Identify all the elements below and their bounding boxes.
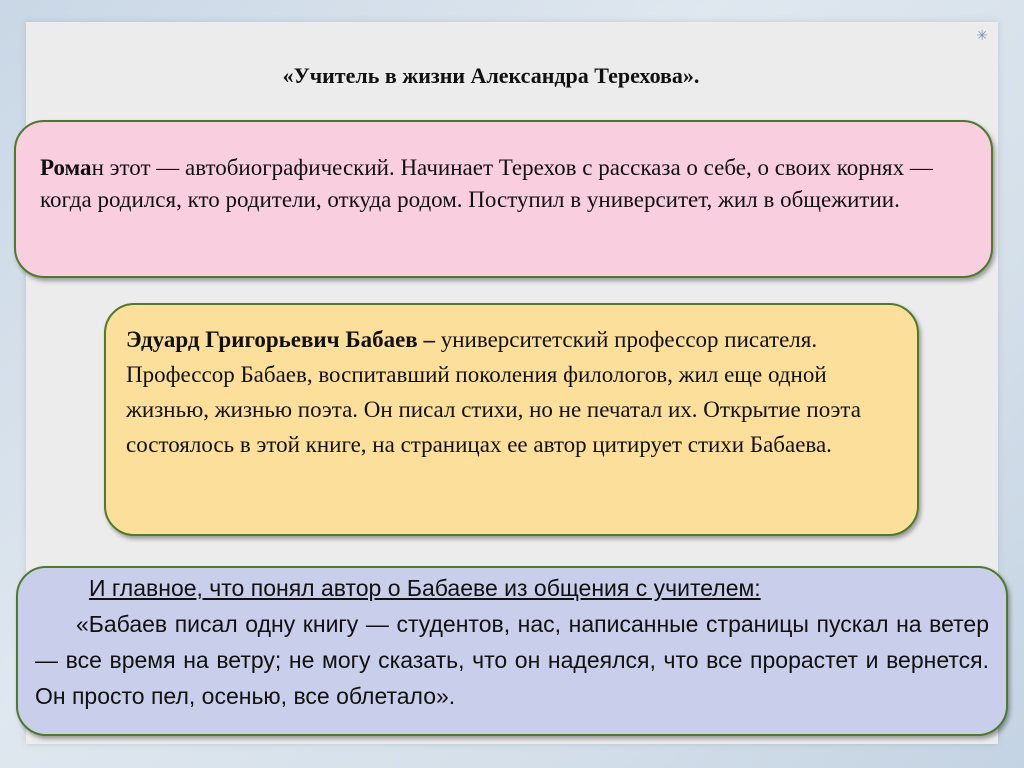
main-lesson-box [16, 566, 1008, 736]
main-lesson-heading: И главное, что понял автор о Бабаеве из общения с учителем: [89, 575, 761, 601]
autobiography-box [14, 120, 993, 278]
babaev-quote: «Бабаев писал одну книгу — студентов, нас, написанные страницы пускал на ветер — все время на ветру; не могу сказать, что он надеялся, что все прорастет и вернется. Он просто пел, осенью, все облетало». [35, 611, 989, 709]
autobiography-lead: Рома [40, 155, 92, 180]
corner-star-icon: ✳ [976, 28, 988, 44]
slide-title: «Учитель в жизни Александра Терехова». [282, 63, 700, 88]
babaev-lead: Эдуард Григорьевич Бабаев – [126, 327, 435, 352]
babaev-box [104, 303, 919, 536]
babaev-text: университетский профессор писателя. Профессор Бабаев, воспитавший поколения филологов, жил еще одной жизнью, жизнью поэта. Он писал стихи, но не печатал их. Открытие поэта состоялось в этой книге, на страницах ее автор цитирует стихи Бабаева. [126, 327, 861, 457]
autobiography-text: н этот — автобиографический. Начинает Терехов с рассказа о себе, о своих корнях — когда родился, кто родители, откуда родом. Поступил в университет, жил в общежитии. [40, 155, 933, 212]
